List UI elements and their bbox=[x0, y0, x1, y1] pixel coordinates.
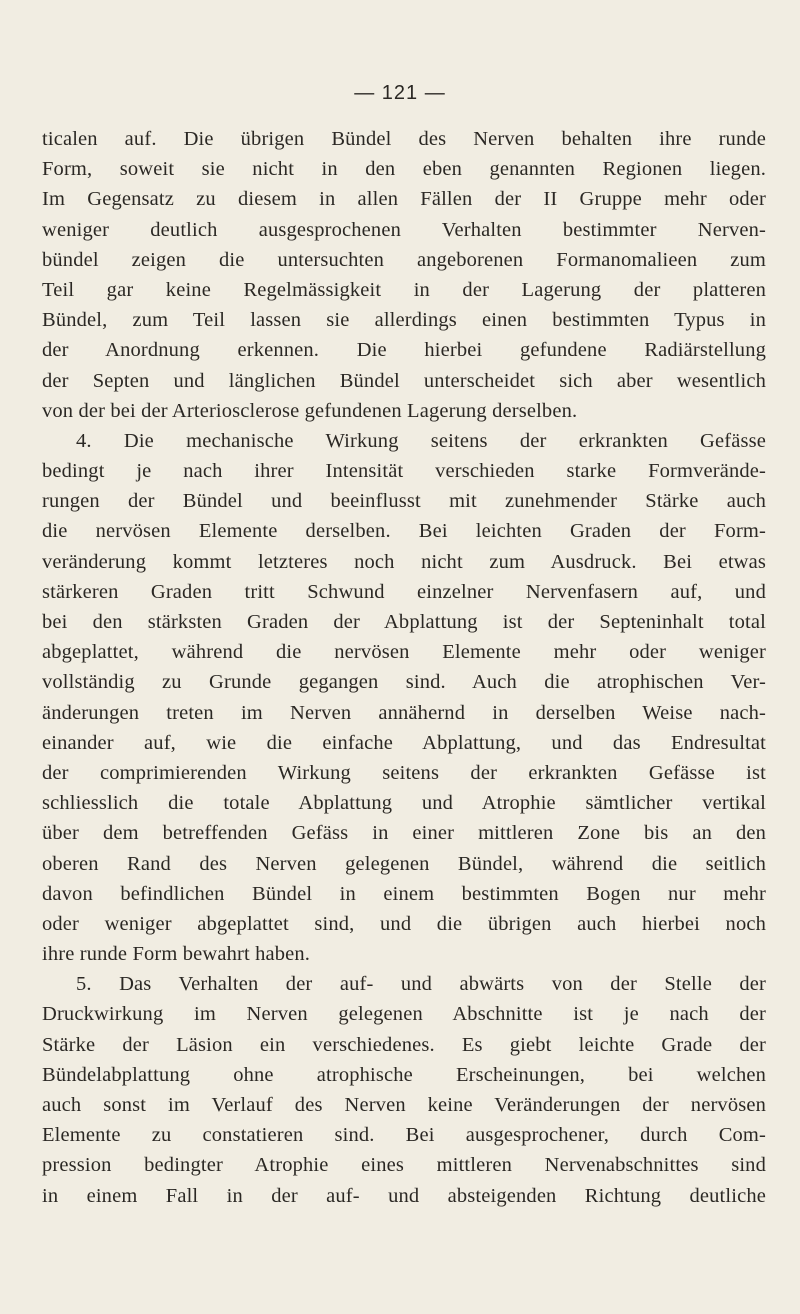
text-line: ihre runde Form bewahrt haben. bbox=[42, 943, 311, 966]
text-line: Form, soweit sie nicht in den eben genannten Regionen liegen. bbox=[42, 158, 766, 181]
text-line: änderungen treten im Nerven annähernd in derselben Weise nach- bbox=[42, 701, 766, 724]
text-line: Teil gar keine Regelmässigkeit in der Lagerung der platteren bbox=[42, 278, 766, 301]
text-line: stärkeren Graden tritt Schwund einzelner Nervenfasern auf, und bbox=[42, 580, 766, 603]
text-line: oder weniger abgeplattet sind, und die übrigen auch hierbei noch bbox=[42, 912, 766, 935]
page-number: — 121 — bbox=[354, 82, 446, 104]
text-line: einander auf, wie die einfache Abplattung, und das Endresultat bbox=[42, 731, 766, 754]
text-line: der Anordnung erkennen. Die hierbei gefundene Radiärstellung bbox=[42, 339, 766, 362]
paragraph-5-start: 5. Das Verhalten der auf- und abwärts von der Stelle der bbox=[76, 973, 766, 996]
text-line: weniger deutlich ausgesprochenen Verhalten bestimmter Nerven- bbox=[42, 218, 766, 241]
text-line: veränderung kommt letzteres noch nicht zum Ausdruck. Bei etwas bbox=[42, 550, 766, 573]
text-line: in einem Fall in der auf- und absteigenden Richtung deutliche bbox=[42, 1184, 766, 1207]
text-line: auch sonst im Verlauf des Nerven keine Veränderungen der nervösen bbox=[42, 1094, 766, 1116]
text-line: bei den stärksten Graden der Abplattung ist der Septeninhalt total bbox=[42, 611, 766, 633]
paragraph-4-start: 4. Die mechanische Wirkung seitens der erkrankten Gefässe bbox=[76, 429, 766, 452]
text-line: oberen Rand des Nerven gelegenen Bündel, während die seitlich bbox=[42, 852, 766, 875]
text-line: Bündelabplattung ohne atrophische Erscheinungen, bei welchen bbox=[42, 1063, 766, 1086]
text-line: Elemente zu constatieren sind. Bei ausgesprochener, durch Com- bbox=[42, 1124, 766, 1147]
text-line: der comprimierenden Wirkung seitens der erkrankten Gefässe ist bbox=[42, 761, 766, 784]
text-line: davon befindlichen Bündel in einem bestimmten Bogen nur mehr bbox=[42, 882, 766, 905]
text-line: bedingt je nach ihrer Intensität verschieden starke Formverände- bbox=[42, 460, 766, 483]
text-line: abgeplattet, während die nervösen Elemente mehr oder weniger bbox=[42, 641, 766, 664]
text-line: über dem betreffenden Gefäss in einer mittleren Zone bis an den bbox=[42, 822, 766, 845]
text-line: Stärke der Läsion ein verschiedenes. Es giebt leichte Grade der bbox=[42, 1033, 766, 1056]
text-line: pression bedingter Atrophie eines mittleren Nervenabschnittes sind bbox=[42, 1154, 766, 1177]
body-text bbox=[42, 124, 766, 1211]
text-line: die nervösen Elemente derselben. Bei leichten Graden der Form- bbox=[42, 520, 766, 543]
text-line: von der bei der Arteriosclerose gefundenen Lagerung derselben. bbox=[42, 399, 578, 422]
text-line: ticalen auf. Die übrigen Bündel des Nerven behalten ihre runde bbox=[42, 128, 766, 150]
text-line: rungen der Bündel und beeinflusst mit zunehmender Stärke auch bbox=[42, 490, 766, 513]
text-line: der Septen und länglichen Bündel unterscheidet sich aber wesentlich bbox=[42, 369, 766, 392]
text-line: schliesslich die totale Abplattung und Atrophie sämtlicher vertikal bbox=[42, 792, 766, 815]
text-line: Druckwirkung im Nerven gelegenen Abschnitte ist je nach der bbox=[42, 1003, 766, 1026]
text-line: Im Gegensatz zu diesem in allen Fällen der II Gruppe mehr oder bbox=[42, 188, 766, 211]
text-line: bündel zeigen die untersuchten angeborenen Formanomalieen zum bbox=[42, 248, 766, 271]
text-line: vollständig zu Grunde gegangen sind. Auch die atrophischen Ver- bbox=[42, 671, 766, 694]
text-line: Bündel, zum Teil lassen sie allerdings einen bestimmten Typus in bbox=[42, 309, 766, 332]
